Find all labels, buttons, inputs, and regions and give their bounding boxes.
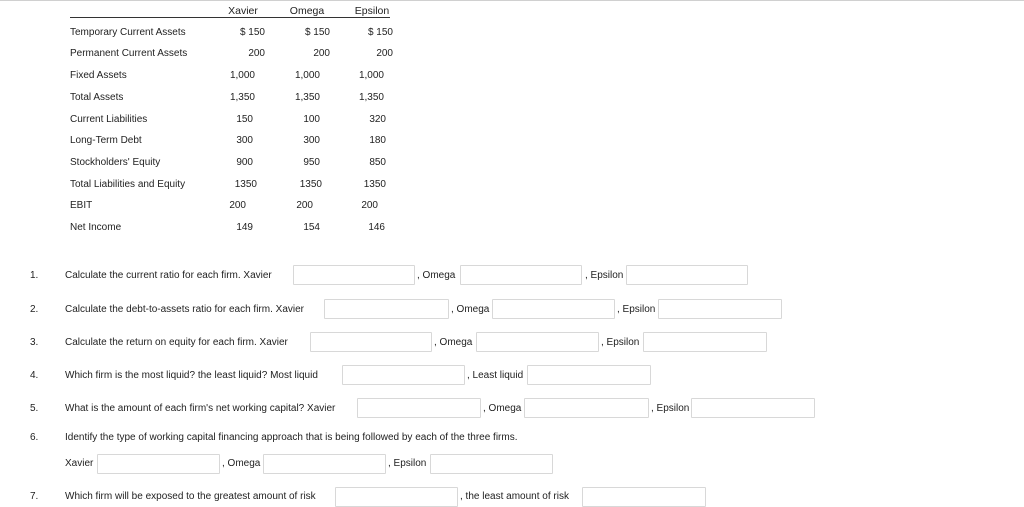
q2-xavier-input[interactable]	[324, 299, 449, 319]
cell-epsilon: 200	[361, 200, 378, 211]
q1-epsilon-input[interactable]	[626, 265, 748, 285]
cell-xavier: 1,350	[229, 92, 255, 103]
cell-xavier: 1,000	[229, 70, 255, 81]
question-5-text: What is the amount of each firm's net working capital? Xavier	[65, 403, 336, 414]
question-4-text: Which firm is the most liquid? the least liquid? Most liquid	[65, 370, 318, 381]
question-number: 5.	[30, 403, 39, 414]
top-divider	[0, 0, 1024, 1]
col-header-xavier: Xavier	[228, 5, 258, 17]
q1-omega-label: , Omega	[417, 270, 456, 281]
cell-epsilon: $ 150	[367, 27, 393, 38]
q7-greatest-risk-input[interactable]	[335, 487, 458, 507]
cell-omega: 100	[303, 114, 320, 125]
q6-omega-label: , Omega	[222, 458, 261, 469]
row-label: Total Liabilities and Equity	[70, 179, 186, 190]
cell-xavier: 150	[236, 114, 253, 125]
cell-epsilon: 146	[368, 222, 385, 233]
cell-omega: $ 150	[304, 27, 330, 38]
q5-omega-input[interactable]	[524, 398, 649, 418]
row-label: Long-Term Debt	[70, 135, 142, 146]
q3-omega-input[interactable]	[476, 332, 599, 352]
row-label: Net Income	[70, 222, 122, 233]
cell-omega: 200	[313, 48, 330, 59]
cell-xavier: 1350	[234, 179, 257, 190]
col-header-omega: Omega	[289, 5, 325, 17]
q1-epsilon-label: , Epsilon	[585, 270, 624, 281]
q4-least-liquid-label: , Least liquid	[467, 370, 524, 381]
cell-xavier: 900	[236, 157, 253, 168]
q5-epsilon-label: , Epsilon	[651, 403, 690, 414]
question-2-text: Calculate the debt-to-assets ratio for each firm. Xavier	[65, 304, 304, 315]
question-number: 7.	[30, 491, 39, 502]
q6-omega-input[interactable]	[263, 454, 386, 474]
cell-omega: 1350	[299, 179, 322, 190]
cell-xavier: 200	[248, 48, 265, 59]
cell-epsilon: 1,000	[358, 70, 384, 81]
q6-epsilon-input[interactable]	[430, 454, 553, 474]
question-number: 2.	[30, 304, 39, 315]
cell-epsilon: 320	[369, 114, 386, 125]
row-label: Fixed Assets	[70, 70, 127, 81]
row-label: Temporary Current Assets	[70, 27, 186, 38]
q5-epsilon-input[interactable]	[691, 398, 815, 418]
q2-omega-input[interactable]	[492, 299, 615, 319]
q1-xavier-input[interactable]	[293, 265, 415, 285]
cell-epsilon: 1,350	[358, 92, 384, 103]
row-label: Stockholders' Equity	[70, 157, 161, 168]
question-number: 1.	[30, 270, 39, 281]
q4-least-liquid-input[interactable]	[527, 365, 651, 385]
q3-epsilon-input[interactable]	[643, 332, 767, 352]
header-underline	[70, 17, 390, 18]
row-label: Permanent Current Assets	[70, 48, 188, 59]
cell-xavier: 300	[236, 135, 253, 146]
cell-epsilon: 1350	[363, 179, 386, 190]
question-7-text: Which firm will be exposed to the greatest amount of risk	[65, 491, 316, 502]
cell-epsilon: 850	[369, 157, 386, 168]
q4-most-liquid-input[interactable]	[342, 365, 465, 385]
cell-omega: 300	[303, 135, 320, 146]
q6-xavier-label: Xavier	[65, 458, 94, 469]
question-number: 4.	[30, 370, 39, 381]
cell-omega: 200	[296, 200, 313, 211]
q3-omega-label: , Omega	[434, 337, 473, 348]
q3-xavier-input[interactable]	[310, 332, 432, 352]
row-label: Total Assets	[70, 92, 124, 103]
question-1-text: Calculate the current ratio for each firm. Xavier	[65, 270, 272, 281]
question-6-text: Identify the type of working capital financing approach that is being followed by each of the three firms.	[65, 432, 518, 443]
cell-epsilon: 200	[376, 48, 393, 59]
question-number: 3.	[30, 337, 39, 348]
q7-least-risk-input[interactable]	[582, 487, 706, 507]
q7-least-risk-label: , the least amount of risk	[460, 491, 569, 502]
row-label: Current Liabilities	[70, 114, 148, 125]
q2-epsilon-label: , Epsilon	[617, 304, 656, 315]
cell-omega: 1,000	[294, 70, 320, 81]
question-3-text: Calculate the return on equity for each firm. Xavier	[65, 337, 288, 348]
cell-xavier: $ 150	[239, 27, 265, 38]
cell-xavier: 149	[236, 222, 253, 233]
q1-omega-input[interactable]	[460, 265, 582, 285]
col-header-epsilon: Epsilon	[354, 5, 390, 17]
q5-xavier-input[interactable]	[357, 398, 481, 418]
cell-omega: 1,350	[294, 92, 320, 103]
question-number: 6.	[30, 432, 39, 443]
q6-epsilon-label: , Epsilon	[388, 458, 427, 469]
q5-omega-label: , Omega	[483, 403, 522, 414]
cell-xavier: 200	[229, 200, 246, 211]
cell-omega: 154	[303, 222, 320, 233]
cell-epsilon: 180	[369, 135, 386, 146]
cell-omega: 950	[303, 157, 320, 168]
q3-epsilon-label: , Epsilon	[601, 337, 640, 348]
q6-xavier-input[interactable]	[97, 454, 220, 474]
q2-omega-label: , Omega	[451, 304, 490, 315]
row-label: EBIT	[70, 200, 93, 211]
q2-epsilon-input[interactable]	[658, 299, 782, 319]
